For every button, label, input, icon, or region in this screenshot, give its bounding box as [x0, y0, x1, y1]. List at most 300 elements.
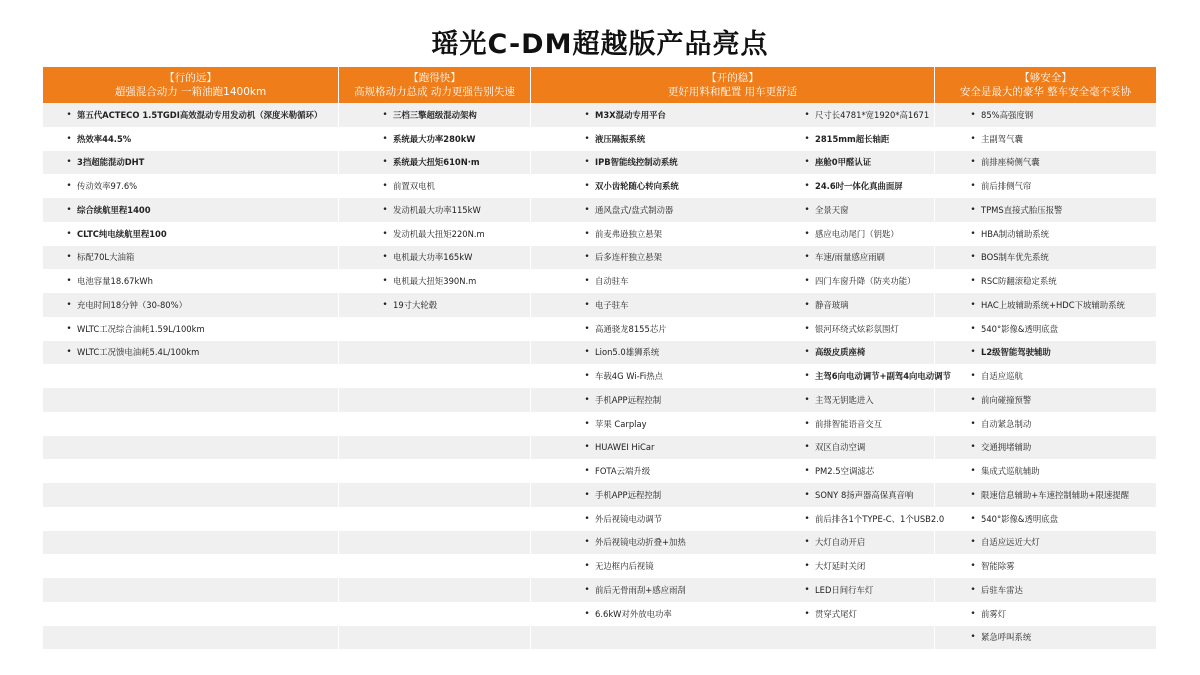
feature-cell: [531, 536, 803, 548]
feature-row: [339, 103, 530, 127]
feature-text: 2815mm超长轴距: [815, 133, 890, 144]
bullet-icon: •: [584, 584, 590, 595]
bullet-icon: •: [970, 489, 976, 500]
feature-cell: [531, 323, 803, 335]
feature-text: LED日间行车灯: [815, 584, 874, 595]
feature-cell: [531, 251, 803, 263]
feature-text: 无边框内后视镜: [595, 561, 654, 572]
feature-row: [531, 483, 934, 507]
feature-text: 3挡超能混动DHT: [77, 157, 145, 168]
bullet-icon: •: [804, 394, 810, 405]
feature-text: PM2.5空调滤芯: [815, 466, 875, 477]
bullet-icon: •: [804, 228, 810, 239]
feature-cell: [935, 323, 1058, 335]
bullet-icon: •: [584, 442, 590, 453]
bullet-icon: •: [804, 561, 810, 572]
feature-row: [531, 222, 934, 246]
feature-row: [531, 174, 934, 198]
empty-row: [43, 388, 338, 412]
feature-text: 前向碰撞预警: [981, 394, 1032, 405]
feature-cell: [531, 180, 803, 192]
bullet-icon: •: [584, 371, 590, 382]
bullet-icon: •: [970, 133, 976, 144]
feature-cell: [531, 465, 803, 477]
feature-cell: [339, 228, 485, 240]
feature-text: 贯穿式尾灯: [815, 608, 857, 619]
feature-text: 第五代ACTECO 1.5TGDI高效混动专用发动机（深度米勒循环）: [77, 109, 323, 120]
feature-row: [531, 151, 934, 175]
feature-text: 综合续航里程1400: [77, 204, 151, 215]
feature-cell: [531, 109, 803, 121]
bullet-icon: •: [584, 204, 590, 215]
feature-text: 全景天窗: [815, 204, 849, 215]
feature-cell: [935, 441, 1031, 453]
empty-row: [43, 554, 338, 578]
bullet-icon: •: [970, 584, 976, 595]
bullet-icon: •: [584, 299, 590, 310]
feature-cell: [43, 275, 153, 287]
feature-cell: [935, 180, 1031, 192]
feature-row: [935, 364, 1156, 388]
feature-cell: [935, 275, 1057, 287]
bullet-icon: •: [66, 299, 72, 310]
bullet-icon: •: [804, 584, 810, 595]
feature-row: [935, 269, 1156, 293]
feature-text: HBA制动辅助系统: [981, 228, 1050, 239]
feature-row: [531, 198, 934, 222]
feature-cell: [935, 156, 1040, 168]
bullet-icon: •: [584, 347, 590, 358]
feature-row: [531, 459, 934, 483]
header-line2: 高规格动力总成 动力更强告别失速: [354, 86, 515, 98]
empty-row: [339, 412, 530, 436]
bullet-icon: •: [804, 513, 810, 524]
feature-cell: [935, 418, 1031, 430]
bullet-icon: •: [970, 608, 976, 619]
feature-cell: [935, 109, 1033, 121]
feature-row: [531, 364, 951, 388]
bullet-icon: •: [66, 204, 72, 215]
feature-text: 自适应巡航: [981, 371, 1023, 382]
feature-cell: [339, 275, 476, 287]
bullet-icon: •: [970, 442, 976, 453]
feature-cell: [935, 370, 1023, 382]
feature-row: [935, 602, 1156, 626]
column-header-range: [43, 67, 338, 103]
feature-cell: [43, 228, 167, 240]
empty-row: [43, 626, 338, 650]
empty-row: [43, 436, 338, 460]
feature-text: 前排座椅侧气囊: [981, 157, 1040, 168]
feature-cell: [531, 204, 803, 216]
feature-row: [935, 103, 1156, 127]
bullet-icon: •: [584, 228, 590, 239]
bullet-icon: •: [804, 466, 810, 477]
feature-text: BOS制车优先系统: [981, 252, 1049, 263]
feature-cell: [935, 299, 1125, 311]
bullet-icon: •: [382, 252, 388, 263]
feature-text: 车速/雨量感应雨刷: [815, 252, 885, 263]
feature-cell: [935, 513, 1058, 525]
feature-text: 液压隔振系统: [595, 133, 646, 144]
feature-row: [531, 554, 934, 578]
feature-cell: [935, 489, 1129, 501]
feature-text: WLTC工况馈电油耗5.4L/100km: [77, 347, 200, 358]
feature-row: [339, 127, 530, 151]
feature-row: [935, 388, 1156, 412]
feature-text: 交通拥堵辅助: [981, 442, 1032, 453]
bullet-icon: •: [66, 133, 72, 144]
feature-cell: [43, 299, 187, 311]
bullet-icon: •: [804, 323, 810, 334]
feature-text: 540°影像&透明底盘: [981, 513, 1058, 524]
bullet-icon: •: [584, 109, 590, 120]
empty-row: [339, 436, 530, 460]
empty-row: [339, 341, 530, 365]
bullet-icon: •: [66, 252, 72, 263]
bullet-icon: •: [970, 347, 976, 358]
bullet-icon: •: [804, 442, 810, 453]
feature-text: 主驾无钥匙进入: [815, 394, 874, 405]
empty-row: [339, 507, 530, 531]
empty-row: [43, 364, 338, 388]
feature-text: HAC上坡辅助系统+HDC下坡辅助系统: [981, 299, 1125, 310]
feature-row: [935, 127, 1156, 151]
feature-row: [935, 293, 1156, 317]
bullet-icon: •: [66, 181, 72, 192]
feature-cell: [531, 418, 803, 430]
empty-row: [339, 459, 530, 483]
feature-cell: [531, 346, 803, 358]
feature-row: [43, 127, 338, 151]
feature-text: 电子驻车: [595, 299, 629, 310]
bullet-icon: •: [584, 489, 590, 500]
feature-row: [935, 436, 1156, 460]
feature-cell: [935, 584, 1023, 596]
feature-row: [43, 198, 338, 222]
bullet-icon: •: [970, 632, 976, 643]
bullet-icon: •: [66, 157, 72, 168]
bullet-icon: •: [584, 466, 590, 477]
empty-row: [43, 531, 338, 555]
feature-cell: [531, 275, 803, 287]
bullet-icon: •: [584, 133, 590, 144]
bullet-icon: •: [970, 371, 976, 382]
bullet-icon: •: [970, 228, 976, 239]
feature-text: 座舱0甲醛认证: [815, 157, 872, 168]
bullet-icon: •: [66, 347, 72, 358]
feature-text: 四门车窗升降（防夹功能）: [815, 276, 916, 287]
feature-text: 集成式巡航辅助: [981, 466, 1040, 477]
feature-cell: [531, 370, 803, 382]
feature-text: Lion5.0雄狮系统: [595, 347, 660, 358]
feature-row: [43, 269, 338, 293]
empty-row: [339, 578, 530, 602]
bullet-icon: •: [804, 537, 810, 548]
feature-text: L2级智能驾驶辅助: [981, 347, 1051, 358]
feature-text: 自动紧急制动: [981, 418, 1032, 429]
feature-cell: [339, 109, 477, 121]
column-header-speed: [339, 67, 530, 103]
bullet-icon: •: [804, 252, 810, 263]
bullet-icon: •: [804, 299, 810, 310]
feature-text: HUAWEI HiCar: [595, 442, 655, 453]
feature-cell: [531, 299, 803, 311]
feature-cell: [43, 109, 322, 121]
bullet-icon: •: [970, 513, 976, 524]
empty-row: [339, 626, 530, 650]
feature-row: [531, 103, 934, 127]
feature-text: 发动机最大扭矩220N.m: [393, 228, 485, 239]
empty-row: [339, 388, 530, 412]
feature-text: RSC防翻滚稳定系统: [981, 276, 1057, 287]
empty-row: [339, 317, 530, 341]
bullet-icon: •: [66, 323, 72, 334]
feature-text: 电池容量18.67kWh: [77, 276, 153, 287]
feature-cell: [531, 133, 803, 145]
feature-cell: [935, 631, 1031, 643]
feature-cell: [531, 560, 803, 572]
feature-row: [531, 293, 934, 317]
feature-text: 大灯自动开启: [815, 537, 866, 548]
feature-text: 自动驻车: [595, 276, 629, 287]
bullet-icon: •: [970, 561, 976, 572]
feature-text: IPB智能线控制动系统: [595, 157, 678, 168]
bullet-icon: •: [970, 418, 976, 429]
feature-text: 感应电动尾门（钥匙）: [815, 228, 899, 239]
feature-text: 双区自动空调: [815, 442, 866, 453]
bullet-icon: •: [584, 181, 590, 192]
feature-text: WLTC工况综合油耗1.59L/100km: [77, 323, 205, 334]
feature-text: 车载4G Wi-Fi热点: [595, 371, 663, 382]
feature-cell: [531, 608, 803, 620]
feature-cell: [935, 560, 1015, 572]
feature-row: [935, 198, 1156, 222]
feature-text: 19寸大轮毂: [393, 299, 438, 310]
bullet-icon: •: [970, 181, 976, 192]
feature-text: 前后无骨雨刮+感应雨刮: [595, 584, 686, 595]
feature-row: [531, 602, 934, 626]
bullet-icon: •: [970, 109, 976, 120]
feature-text: 智能除雾: [981, 561, 1015, 572]
bullet-icon: •: [804, 204, 810, 215]
feature-row: [43, 174, 338, 198]
empty-row: [339, 554, 530, 578]
feature-text: 通风盘式/盘式制动器: [595, 204, 674, 215]
feature-row: [531, 531, 934, 555]
bullet-icon: •: [970, 394, 976, 405]
feature-row: [339, 174, 530, 198]
feature-cell: [935, 465, 1040, 477]
feature-text: 银河环绕式炫彩氛围灯: [815, 323, 899, 334]
empty-row: [43, 602, 338, 626]
feature-text: 后多连杆独立悬架: [595, 252, 662, 263]
feature-cell: [339, 156, 480, 168]
bullet-icon: •: [804, 181, 810, 192]
bullet-icon: •: [382, 109, 388, 120]
feature-cell: [43, 323, 205, 335]
feature-row: [531, 246, 934, 270]
bullet-icon: •: [382, 299, 388, 310]
feature-cell: [43, 251, 134, 263]
bullet-icon: •: [382, 181, 388, 192]
feature-cell: [935, 204, 1062, 216]
feature-cell: [935, 346, 1051, 358]
feature-row: [43, 103, 338, 127]
header-line1: 【开的稳】: [706, 72, 759, 84]
feature-row: [531, 317, 934, 341]
feature-row: [935, 626, 1156, 650]
feature-text: 540°影像&透明底盘: [981, 323, 1058, 334]
feature-row: [935, 317, 1156, 341]
bullet-icon: •: [970, 252, 976, 263]
feature-text: 高级皮质座椅: [815, 347, 866, 358]
feature-text: 手机APP远程控制: [595, 394, 662, 405]
feature-text: 主副驾气囊: [981, 133, 1023, 144]
feature-row: [935, 459, 1156, 483]
feature-row: [935, 507, 1156, 531]
bullet-icon: •: [66, 109, 72, 120]
feature-cell: [339, 299, 437, 311]
feature-cell: [531, 489, 803, 501]
feature-row: [531, 388, 934, 412]
empty-row: [43, 412, 338, 436]
feature-text: 热效率44.5%: [77, 133, 132, 144]
feature-text: 大灯延时关闭: [815, 561, 866, 572]
feature-cell: [43, 180, 137, 192]
header-line2: 超强混合动力 一箱油跑1400km: [114, 86, 267, 98]
feature-row: [935, 174, 1156, 198]
feature-text: 充电时间18分钟（30-80%）: [77, 299, 187, 310]
feature-text: 系统最大功率280kW: [393, 133, 476, 144]
feature-cell: [935, 536, 1040, 548]
feature-text: 外后视镜电动折叠+加热: [595, 537, 686, 548]
feature-cell: [935, 251, 1049, 263]
bullet-icon: •: [804, 608, 810, 619]
empty-row: [43, 507, 338, 531]
feature-row: [531, 341, 934, 365]
page-title: 瑶光C-DM超越版产品亮点: [431, 29, 769, 60]
empty-row: [531, 626, 934, 650]
feature-row: [339, 293, 530, 317]
bullet-icon: •: [804, 418, 810, 429]
bullet-icon: •: [804, 371, 810, 382]
column-stability-list: [531, 103, 951, 649]
feature-row: [43, 222, 338, 246]
feature-text: 静音玻璃: [815, 299, 849, 310]
feature-cell: [531, 394, 803, 406]
bullet-icon: •: [970, 537, 976, 548]
bullet-icon: •: [382, 157, 388, 168]
bullet-icon: •: [584, 394, 590, 405]
feature-cell: [43, 346, 199, 358]
bullet-icon: •: [382, 228, 388, 239]
feature-cell: [935, 133, 1023, 145]
feature-row: [43, 317, 338, 341]
feature-text: CLTC纯电续航里程100: [77, 228, 167, 239]
feature-text: 标配70L大油箱: [77, 252, 135, 263]
feature-text: 限速信息辅助+车速控制辅助+限速提醒: [981, 489, 1130, 500]
bullet-icon: •: [584, 252, 590, 263]
feature-row: [935, 483, 1156, 507]
header-line2: 更好用料和配置 用车更舒适: [667, 86, 798, 98]
feature-text: 前雾灯: [981, 608, 1007, 619]
feature-row: [339, 246, 530, 270]
bullet-icon: •: [970, 466, 976, 477]
feature-row: [43, 151, 338, 175]
feature-text: 24.6吋一体化真曲面屏: [815, 181, 903, 192]
bullet-icon: •: [584, 418, 590, 429]
empty-row: [43, 483, 338, 507]
feature-row: [935, 341, 1156, 365]
feature-cell: [531, 584, 803, 596]
feature-row: [935, 151, 1156, 175]
feature-text: M3X混动专用平台: [595, 109, 666, 120]
empty-row: [339, 364, 530, 388]
bullet-icon: •: [804, 489, 810, 500]
empty-row: [339, 531, 530, 555]
bullet-icon: •: [804, 133, 810, 144]
feature-row: [339, 151, 530, 175]
feature-text: 尺寸长4781*宽1920*高1671: [815, 109, 930, 120]
feature-text: 前麦弗逊独立悬架: [595, 228, 662, 239]
feature-text: 高通骁龙8155芯片: [595, 323, 667, 334]
feature-text: 手机APP远程控制: [595, 489, 662, 500]
feature-row: [531, 436, 934, 460]
feature-cell: [531, 228, 803, 240]
feature-text: 双小齿轮随心转向系统: [595, 181, 679, 192]
bullet-icon: •: [382, 133, 388, 144]
bullet-icon: •: [804, 347, 810, 358]
feature-row: [531, 578, 934, 602]
feature-cell: [339, 180, 435, 192]
bullet-icon: •: [584, 276, 590, 287]
feature-text: 外后视镜电动调节: [595, 513, 662, 524]
feature-text: 电机最大扭矩390N.m: [393, 276, 477, 287]
feature-row: [935, 578, 1156, 602]
feature-cell: [43, 133, 131, 145]
bullet-icon: •: [584, 608, 590, 619]
feature-cell: [43, 204, 151, 216]
feature-text: 发动机最大功率115kW: [393, 204, 481, 215]
feature-row: [935, 531, 1156, 555]
feature-row: [531, 412, 934, 436]
bullet-icon: •: [66, 276, 72, 287]
feature-text: 传动效率97.6%: [77, 181, 138, 192]
feature-text: 85%高强度钢: [981, 109, 1034, 120]
bullet-icon: •: [970, 276, 976, 287]
feature-cell: [339, 251, 472, 263]
bullet-icon: •: [804, 276, 810, 287]
feature-text: 苹果 Carplay: [595, 418, 647, 429]
feature-text: 前后排各1个TYPE-C、1个USB2.0: [815, 513, 945, 524]
bullet-icon: •: [970, 323, 976, 334]
empty-row: [339, 483, 530, 507]
feature-cell: [531, 442, 803, 452]
feature-row: [43, 246, 338, 270]
features-table: [43, 67, 1157, 649]
feature-text: TPMS直接式胎压报警: [981, 204, 1063, 215]
feature-row: [339, 222, 530, 246]
bullet-icon: •: [804, 109, 810, 120]
feature-cell: [531, 513, 803, 525]
feature-row: [531, 269, 934, 293]
feature-row: [935, 554, 1156, 578]
feature-text: 主驾6向电动调节+副驾4向电动调节: [815, 371, 951, 382]
bullet-icon: •: [970, 157, 976, 168]
feature-text: 电机最大功率165kW: [393, 252, 473, 263]
feature-text: 三档三擎超级混动架构: [393, 109, 477, 120]
